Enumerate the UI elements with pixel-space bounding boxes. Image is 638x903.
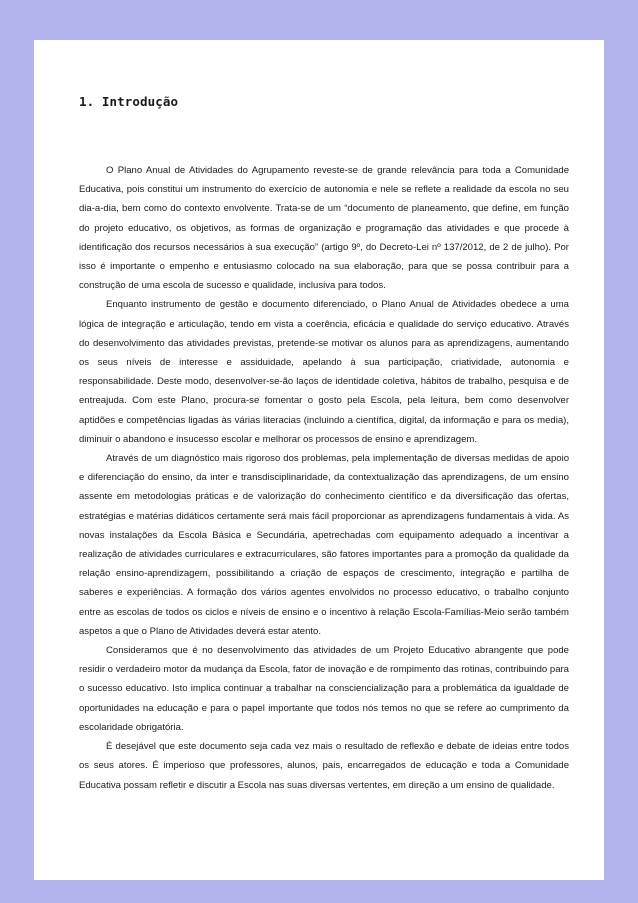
paragraph: Através de um diagnóstico mais rigoroso dos problemas, pela implementação de diversas medidas de apoio e diferenciação do ensino, da inter e transdisciplinaridade, da contextualização das aprendizagens, de um ensino assente em metodologias práticas e de valorização do conhecimento científico e da diversificação das ofertas, estratégias e matérias didáticos certamente será mais fácil proporcionar as aprendizagens fundamentais à vida. As novas instalações da Escola Básica e Secundária, apetrechadas com equipamento adequado a incentivar a realização de atividades curriculares e extracurriculares, são fatores importantes para a promoção da qualidade da relação ensino-aprendizagem, possibilitando a criação de espaços de crescimento, integração e partilha de saberes e experiências. A formação dos vários agentes envolvidos no processo educativo, o trabalho conjunto entre as escolas de todos os ciclos e níveis de ensino e o incentivo à relação Escola-Famílias-Meio serão também aspetos a que o Plano de Atividades deverá estar atento. bbox=[79, 453, 569, 637]
section-heading: 1. Introdução bbox=[79, 94, 179, 109]
document-page bbox=[34, 40, 604, 880]
paragraph: O Plano Anual de Atividades do Agrupamento reveste-se de grande relevância para toda a Comunidade Educativa, pois constitui um instrumento do exercício de autonomia e nele se reflete a realidade da escola no seu dia-a-dia, bem como do contexto envolvente. Trata-se de um “documento de planeamento, que define, em função do projeto educativo, os objetivos, as formas de organização e programação das atividades e que procede à identificação dos recursos necessários à sua execução” (artigo 9º, do Decreto-Lei nº 137/2012, de 2 de julho). Por isso é importante o empenho e entusiasmo colocado na sua elaboração, para que se possa contribuir para a construção de uma escola de sucesso e qualidade, inclusiva para todos. bbox=[79, 165, 569, 292]
paragraph: Consideramos que é no desenvolvimento das atividades de um Projeto Educativo abrangente que pode residir o verdadeiro motor da mudança da Escola, fator de inovação e de rompimento das rotinas, contribuindo para o sucesso educativo. Isto implica continuar a trabalhar na consciencialização para a problemática da igualdade de oportunidades na educação e para o papel importante que todos nós temos no que se refere ao cumprimento da escolaridade obrigatória. bbox=[79, 645, 569, 733]
paragraph: É desejável que este documento seja cada vez mais o resultado de reflexão e debate de ideias entre todos os seus atores. É imperioso que professores, alunos, pais, encarregados de educação e toda a Comunidade Educativa possam refletir e discutir a Escola nas suas diversas vertentes, em direção a um ensino de qualidade. bbox=[79, 741, 569, 791]
paragraph: Enquanto instrumento de gestão e documento diferenciado, o Plano Anual de Atividades obedece a uma lógica de integração e articulação, tendo em vista a coerência, eficácia e qualidade do serviço educativo. Através do desenvolvimento das atividades previstas, pretende-se motivar os alunos para as aprendizagens, aumentando os seus níveis de interesse e assiduidade, apelando à sua participação, criatividade, autonomia e responsabilidade. Deste modo, desenvolver-se-ão laços de identidade coletiva, hábitos de trabalho, pesquisa e de entreajuda. Com este Plano, procura-se fomentar o gosto pela Escola, pela leitura, bem como desenvolver aptidões e competências ligadas às várias literacias (incluindo a científica, digital, da informação e para os media), diminuir o abandono e insucesso escolar e melhorar os processos de ensino e aprendizagem. bbox=[79, 299, 569, 445]
body-text bbox=[79, 161, 569, 795]
